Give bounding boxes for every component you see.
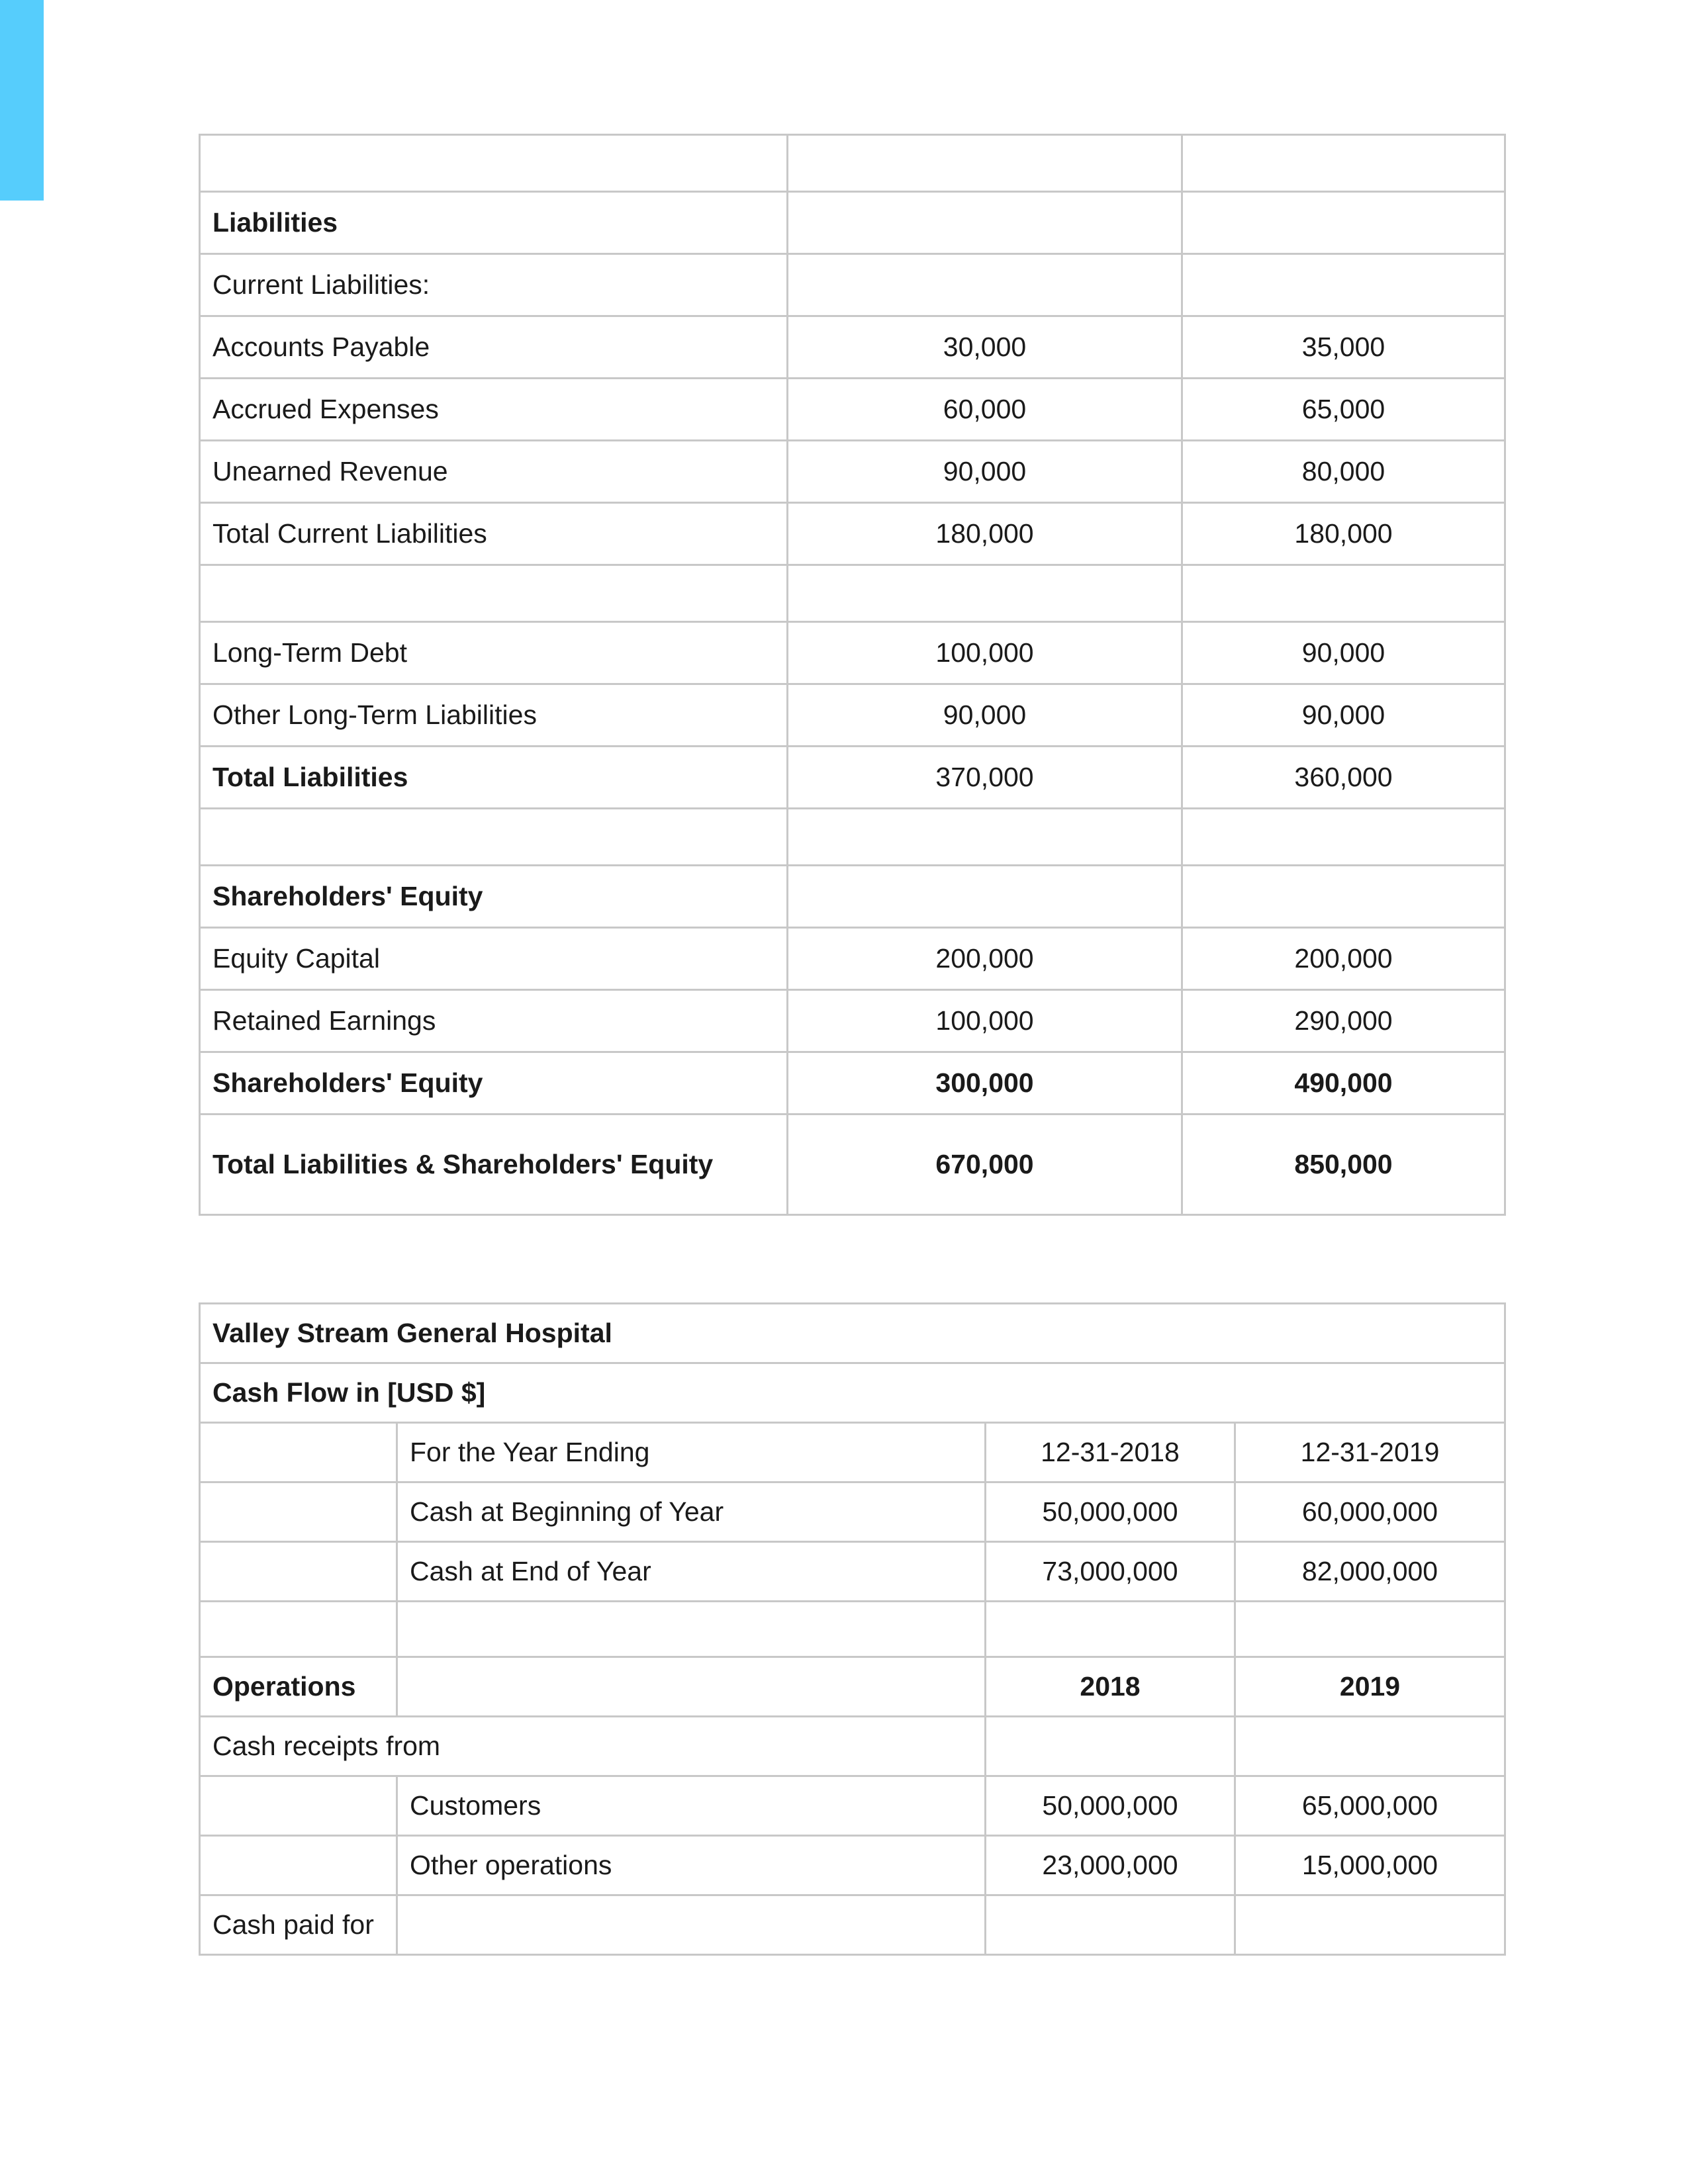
empty-cell xyxy=(200,1602,397,1657)
table-row xyxy=(200,809,1505,866)
row-label: Customers xyxy=(397,1776,986,1836)
empty-cell xyxy=(788,565,1182,622)
cash-flow-table xyxy=(199,1302,1506,1956)
value-cell: 12-31-2018 xyxy=(986,1423,1235,1482)
empty-cell xyxy=(397,1602,986,1657)
row-label: Other operations xyxy=(397,1836,986,1895)
current-liabilities-label: Current Liabilities: xyxy=(200,254,788,316)
value-cell: 30,000 xyxy=(788,316,1182,379)
empty-cell xyxy=(1182,254,1505,316)
table-row xyxy=(200,441,1505,503)
table-row xyxy=(200,503,1505,565)
empty-cell xyxy=(200,1836,397,1895)
row-label: Total Liabilities & Shareholders' Equity xyxy=(200,1115,788,1215)
value-cell: 200,000 xyxy=(788,928,1182,990)
cash-flow-subtitle: Cash Flow in [USD $] xyxy=(200,1363,1505,1423)
value-cell: 100,000 xyxy=(788,622,1182,684)
org-name: Valley Stream General Hospital xyxy=(200,1304,1505,1363)
empty-cell xyxy=(986,1717,1235,1776)
empty-cell xyxy=(397,1895,986,1955)
table-row xyxy=(200,1895,1505,1955)
empty-cell xyxy=(200,1542,397,1602)
row-label: Other Long-Term Liabilities xyxy=(200,684,788,747)
table-row xyxy=(200,1717,1505,1776)
table-row xyxy=(200,1115,1505,1215)
table-row xyxy=(200,192,1505,254)
table-row xyxy=(200,747,1505,809)
table-row xyxy=(200,135,1505,192)
value-cell: 670,000 xyxy=(788,1115,1182,1215)
empty-cell xyxy=(1235,1717,1505,1776)
accent-bar xyxy=(0,0,44,201)
empty-cell xyxy=(788,809,1182,866)
empty-cell xyxy=(200,135,788,192)
value-cell: 360,000 xyxy=(1182,747,1505,809)
value-cell: 200,000 xyxy=(1182,928,1505,990)
table-row xyxy=(200,1363,1505,1423)
table-row xyxy=(200,254,1505,316)
value-cell: 90,000 xyxy=(788,684,1182,747)
value-cell: 850,000 xyxy=(1182,1115,1505,1215)
value-cell: 12-31-2019 xyxy=(1235,1423,1505,1482)
table-row xyxy=(200,1052,1505,1115)
value-cell: 73,000,000 xyxy=(986,1542,1235,1602)
empty-cell xyxy=(788,866,1182,928)
value-cell: 90,000 xyxy=(1182,684,1505,747)
table-row xyxy=(200,1423,1505,1482)
table-row xyxy=(200,990,1505,1052)
table-row xyxy=(200,316,1505,379)
equity-heading: Shareholders' Equity xyxy=(200,866,788,928)
empty-cell xyxy=(1182,135,1505,192)
row-label: Equity Capital xyxy=(200,928,788,990)
value-cell: 490,000 xyxy=(1182,1052,1505,1115)
empty-cell xyxy=(200,1776,397,1836)
row-label: For the Year Ending xyxy=(397,1423,986,1482)
value-cell: 15,000,000 xyxy=(1235,1836,1505,1895)
value-cell: 80,000 xyxy=(1182,441,1505,503)
value-cell: 180,000 xyxy=(1182,503,1505,565)
liabilities-heading: Liabilities xyxy=(200,192,788,254)
empty-cell xyxy=(986,1895,1235,1955)
table-row xyxy=(200,1776,1505,1836)
value-cell: 180,000 xyxy=(788,503,1182,565)
empty-cell xyxy=(1235,1895,1505,1955)
row-label: Cash at End of Year xyxy=(397,1542,986,1602)
value-cell: 65,000,000 xyxy=(1235,1776,1505,1836)
row-label: Unearned Revenue xyxy=(200,441,788,503)
table-row xyxy=(200,1304,1505,1363)
empty-cell xyxy=(1182,809,1505,866)
balance-sheet-table xyxy=(199,134,1506,1216)
empty-cell xyxy=(200,1423,397,1482)
empty-cell xyxy=(986,1602,1235,1657)
value-cell: 370,000 xyxy=(788,747,1182,809)
cash-receipts-label: Cash receipts from xyxy=(200,1717,986,1776)
row-label: Total Current Liabilities xyxy=(200,503,788,565)
empty-cell xyxy=(200,565,788,622)
value-cell: 23,000,000 xyxy=(986,1836,1235,1895)
row-label: Retained Earnings xyxy=(200,990,788,1052)
table-row xyxy=(200,928,1505,990)
year-header: 2019 xyxy=(1235,1657,1505,1717)
empty-cell xyxy=(397,1657,986,1717)
year-header: 2018 xyxy=(986,1657,1235,1717)
table-row xyxy=(200,622,1505,684)
table-row xyxy=(200,565,1505,622)
cash-paid-label: Cash paid for xyxy=(200,1895,397,1955)
row-label: Accrued Expenses xyxy=(200,379,788,441)
empty-cell xyxy=(1182,192,1505,254)
value-cell: 290,000 xyxy=(1182,990,1505,1052)
table-row xyxy=(200,1657,1505,1717)
table-row xyxy=(200,1542,1505,1602)
empty-cell xyxy=(1182,866,1505,928)
empty-cell xyxy=(788,192,1182,254)
table-row xyxy=(200,1602,1505,1657)
value-cell: 60,000,000 xyxy=(1235,1482,1505,1542)
row-label: Shareholders' Equity xyxy=(200,1052,788,1115)
empty-cell xyxy=(200,809,788,866)
row-label: Long-Term Debt xyxy=(200,622,788,684)
table-row xyxy=(200,684,1505,747)
empty-cell xyxy=(788,135,1182,192)
empty-cell xyxy=(788,254,1182,316)
value-cell: 65,000 xyxy=(1182,379,1505,441)
table-row xyxy=(200,1482,1505,1542)
empty-cell xyxy=(200,1482,397,1542)
table-row xyxy=(200,1836,1505,1895)
value-cell: 82,000,000 xyxy=(1235,1542,1505,1602)
row-label: Accounts Payable xyxy=(200,316,788,379)
value-cell: 60,000 xyxy=(788,379,1182,441)
row-label: Total Liabilities xyxy=(200,747,788,809)
operations-heading: Operations xyxy=(200,1657,397,1717)
value-cell: 35,000 xyxy=(1182,316,1505,379)
table-row xyxy=(200,379,1505,441)
value-cell: 90,000 xyxy=(1182,622,1505,684)
row-label: Cash at Beginning of Year xyxy=(397,1482,986,1542)
value-cell: 50,000,000 xyxy=(986,1482,1235,1542)
empty-cell xyxy=(1235,1602,1505,1657)
value-cell: 100,000 xyxy=(788,990,1182,1052)
table-row xyxy=(200,866,1505,928)
value-cell: 300,000 xyxy=(788,1052,1182,1115)
value-cell: 50,000,000 xyxy=(986,1776,1235,1836)
empty-cell xyxy=(1182,565,1505,622)
value-cell: 90,000 xyxy=(788,441,1182,503)
